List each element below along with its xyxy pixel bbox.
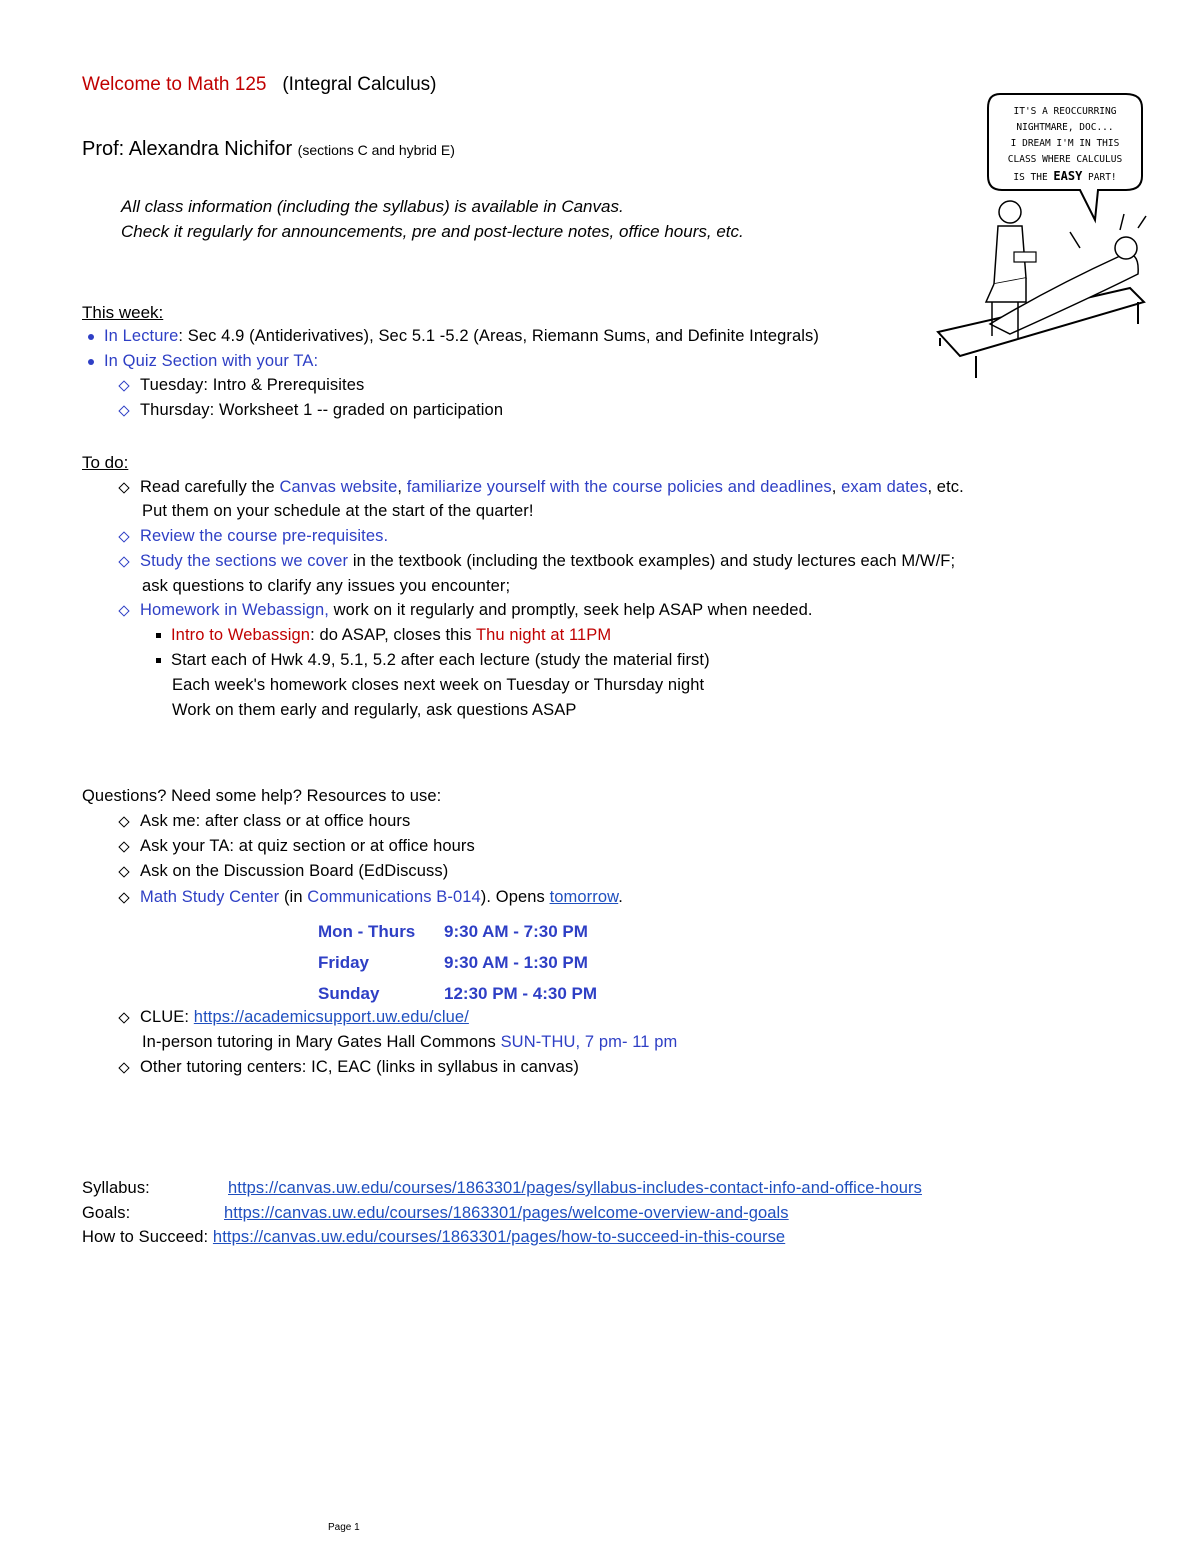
help-clue: [120, 1008, 469, 1027]
succeed-link[interactable]: https://canvas.uw.edu/courses/1863301/pages/how-to-succeed-in-this-course: [212, 1228, 786, 1246]
page-number: Page 1: [328, 1522, 360, 1533]
todo-item-canvas-line2: Put them on your schedule at the start of the quarter!: [142, 502, 534, 520]
speech-easy: EASY: [1053, 169, 1083, 183]
hours-time: 9:30 AM - 7:30 PM: [444, 921, 588, 941]
bullet-icon: [88, 359, 94, 365]
sub-item-hwk: [156, 651, 710, 670]
exam-dates-text: exam dates: [841, 478, 928, 496]
page-title: [82, 74, 436, 96]
diamond-bullet-icon: [118, 1012, 129, 1023]
speech-line: CLASS WHERE CALCULUS: [1007, 154, 1123, 165]
course-name: (Integral Calculus): [282, 74, 437, 95]
help-text: (in: [279, 888, 308, 906]
todo-item-study-line2: ask questions to clarify any issues you encounter;: [142, 577, 511, 595]
lecture-text: : Sec 4.9 (Antiderivatives), Sec 5.1 -5.2 (Areas, Riemann Sums, and Definite Integrals): [178, 327, 819, 345]
speech-line: IT'S A REOCCURRING: [1013, 106, 1117, 117]
professor-name: Prof: Alexandra Nichifor: [82, 138, 293, 160]
canvas-website-text: Canvas website: [279, 478, 398, 496]
todo-text: : do ASAP, closes this: [310, 626, 476, 644]
goals-label: Goals:: [82, 1204, 131, 1222]
help-heading: Questions? Need some help? Resources to use:: [82, 787, 442, 805]
prereq-text: Review the course pre-requisites.: [140, 527, 389, 545]
speech-bubble-text: [1000, 104, 1130, 186]
help-text: Ask me: after class or at office hours: [140, 812, 411, 830]
syllabus-link[interactable]: https://canvas.uw.edu/courses/1863301/pages/syllabus-includes-contact-info-and-office-hours: [228, 1179, 922, 1197]
todo-item-study: [120, 552, 955, 571]
bullet-icon: [88, 334, 94, 340]
calculus-cartoon: [930, 88, 1172, 380]
goals-row: [82, 1204, 789, 1223]
thursday-item: [120, 401, 503, 420]
diamond-bullet-icon: [118, 482, 129, 493]
sections-text: (sections C and hybrid E): [297, 142, 455, 158]
location-text: Communications B-014: [307, 888, 481, 906]
sub-item-hwk-line2: Each week's homework closes next week on Tuesday or Thursday night: [172, 676, 705, 694]
hwk-text: Start each of Hwk 4.9, 5.1, 5.2 after each lecture (study the material first): [171, 651, 710, 669]
todo-item-canvas: [120, 478, 964, 497]
todo-text: Read carefully the: [140, 478, 280, 496]
hours-days: Friday: [318, 952, 370, 972]
help-other: [120, 1058, 579, 1077]
help-clue-line2: [142, 1033, 677, 1052]
help-ask-board: [120, 862, 448, 881]
policies-text: familiarize yourself with the course policies and deadlines: [406, 478, 832, 496]
intro-webassign-text: Intro to Webassign: [171, 626, 311, 644]
speech-fragment: PART!: [1082, 172, 1117, 183]
help-text: .: [618, 888, 623, 906]
study-sections-text: Study the sections we cover: [140, 552, 349, 570]
help-msc: [120, 888, 623, 907]
diamond-bullet-icon: [118, 405, 129, 416]
help-text: Ask your TA: at quiz section or at office hours: [140, 837, 475, 855]
thursday-text: Thursday: Worksheet 1 -- graded on participation: [140, 401, 504, 419]
hours-row: [318, 947, 597, 978]
speech-line: NIGHTMARE, DOC...: [1016, 122, 1114, 133]
help-ask-ta: [120, 837, 475, 856]
todo-text: , etc.: [927, 478, 964, 496]
square-bullet-icon: [156, 658, 161, 663]
succeed-label: How to Succeed:: [82, 1228, 209, 1246]
diamond-bullet-icon: [118, 892, 129, 903]
intro-line-2: Check it regularly for announcements, pre and post-lecture notes, office hours, etc.: [121, 222, 744, 241]
diamond-bullet-icon: [118, 866, 129, 877]
todo-heading: To do:: [82, 453, 129, 472]
todo-text: ,: [831, 478, 842, 496]
hours-days: Mon - Thurs: [318, 921, 416, 941]
clue-link[interactable]: https://academicsupport.uw.edu/clue/: [193, 1008, 469, 1026]
professor-line: [82, 138, 455, 161]
quiz-item: [88, 352, 318, 371]
todo-item-homework: [120, 601, 813, 620]
tomorrow-link[interactable]: tomorrow: [549, 888, 619, 906]
quiz-label: In Quiz Section with your TA:: [104, 352, 319, 370]
diamond-bullet-icon: [118, 380, 129, 391]
syllabus-row: [82, 1179, 922, 1198]
todo-item-prereq: [120, 527, 388, 546]
diamond-bullet-icon: [118, 556, 129, 567]
diamond-bullet-icon: [118, 605, 129, 616]
speech-fragment: IS THE: [1013, 172, 1054, 183]
todo-text: work on it regularly and promptly, seek help ASAP when needed.: [328, 601, 813, 619]
this-week-heading: This week:: [82, 303, 164, 322]
hours-days: Sunday: [318, 983, 380, 1003]
diamond-bullet-icon: [118, 1062, 129, 1073]
deadline-text: Thu night at 11PM: [475, 626, 612, 644]
math-study-center-text: Math Study Center: [140, 888, 280, 906]
lecture-item: [88, 327, 819, 346]
help-text: Ask on the Discussion Board (EdDiscuss): [140, 862, 449, 880]
tuesday-text: Tuesday: Intro & Prerequisites: [140, 376, 365, 394]
diamond-bullet-icon: [118, 816, 129, 827]
lecture-label: In Lecture: [104, 327, 179, 345]
todo-text: in the textbook (including the textbook examples) and study lectures each M/W/F;: [348, 552, 956, 570]
speech-line: I DREAM I'M IN THIS: [1010, 138, 1120, 149]
intro-line-1: All class information (including the syllabus) is available in Canvas.: [121, 197, 624, 216]
diamond-bullet-icon: [118, 531, 129, 542]
welcome-text: Welcome to Math 125: [82, 74, 267, 95]
hours-time: 9:30 AM - 1:30 PM: [444, 952, 588, 972]
help-text: ). Opens: [480, 888, 550, 906]
speech-line: [1000, 168, 1130, 186]
sub-item-intro-webassign: [156, 626, 611, 645]
goals-link[interactable]: https://canvas.uw.edu/courses/1863301/pages/welcome-overview-and-goals: [224, 1204, 789, 1222]
hours-table: [318, 916, 597, 1009]
todo-text: ,: [397, 478, 407, 496]
hours-row: [318, 916, 597, 947]
homework-webassign-text: Homework in Webassign,: [140, 601, 329, 619]
clue-hours-text: SUN-THU, 7 pm- 11 pm: [500, 1033, 678, 1051]
diamond-bullet-icon: [118, 841, 129, 852]
clue-label: CLUE:: [140, 1008, 194, 1026]
tuesday-item: [120, 376, 364, 395]
sub-item-hwk-line3: Work on them early and regularly, ask questions ASAP: [172, 701, 577, 719]
hours-row: [318, 978, 597, 1009]
help-text: Other tutoring centers: IC, EAC (links in syllabus in canvas): [140, 1058, 579, 1076]
clue-text: In-person tutoring in Mary Gates Hall Commons: [142, 1033, 501, 1051]
syllabus-label: Syllabus:: [82, 1179, 150, 1197]
square-bullet-icon: [156, 633, 161, 638]
help-ask-me: [120, 812, 410, 831]
hours-time: 12:30 PM - 4:30 PM: [444, 983, 598, 1003]
succeed-row: [82, 1228, 785, 1247]
